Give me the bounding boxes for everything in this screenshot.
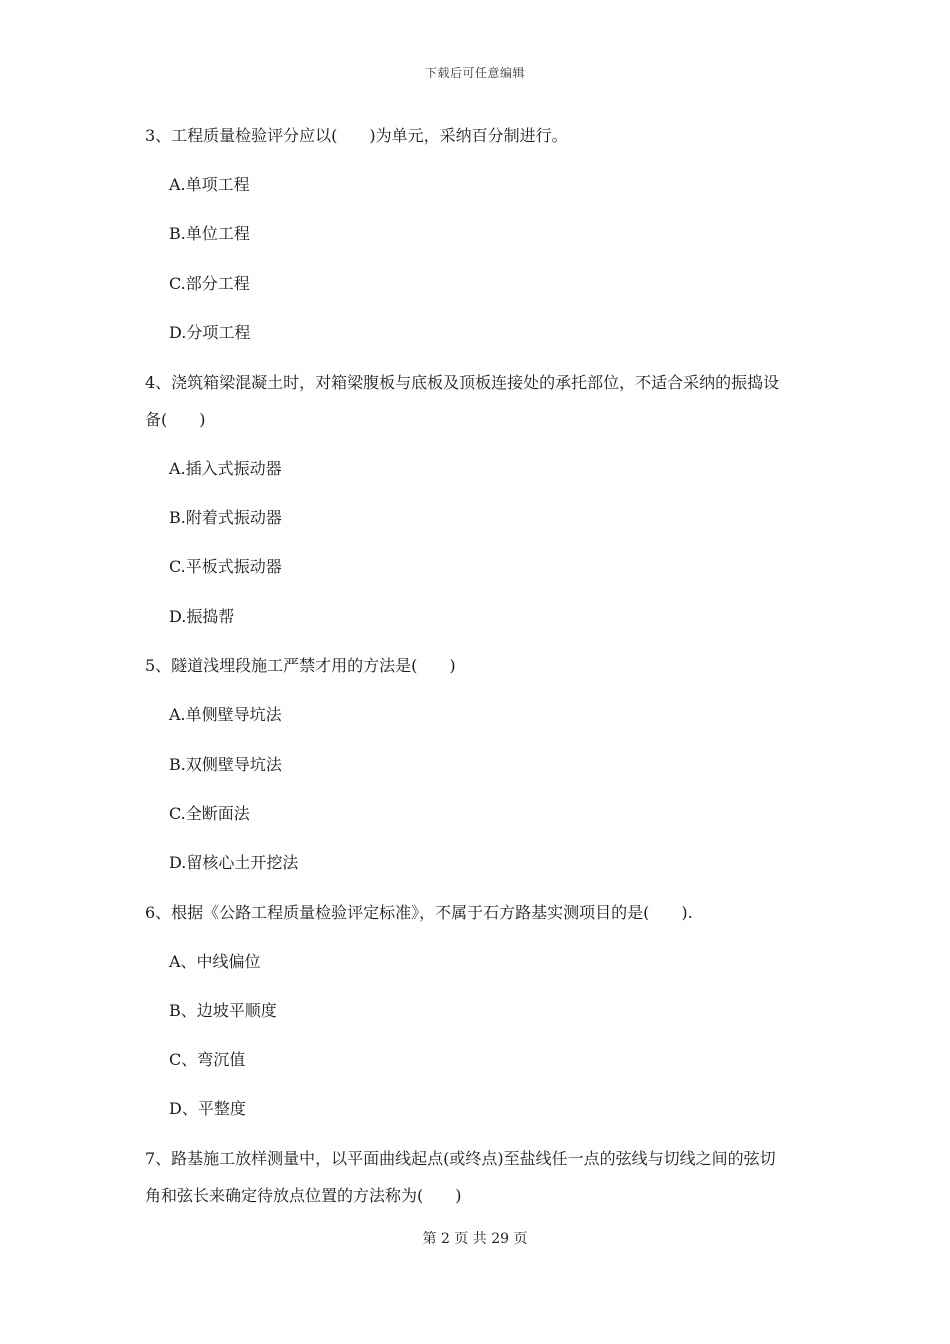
- question-4-option-c: C.平板式振动器: [169, 557, 282, 576]
- question-3-option-d: D.分项工程: [169, 323, 251, 342]
- question-6-option-b: B、边坡平顺度: [169, 1001, 277, 1020]
- question-6-option-c: C、弯沉值: [169, 1050, 246, 1069]
- question-3-stem: 3、工程质量检验评分应以( )为单元，采纳百分制进行。: [145, 126, 568, 145]
- question-5-option-c: C.全断面法: [169, 804, 250, 823]
- question-4-stem-line-1: 4、浇筑箱梁混凝土时，对箱梁腹板与底板及顶板连接处的承托部位，不适合采纳的振捣设: [145, 373, 780, 392]
- question-5-option-a: A.单侧壁导坑法: [169, 705, 282, 724]
- question-5-option-d: D.留核心土开挖法: [169, 853, 299, 872]
- question-7-stem-line-1: 7、路基施工放样测量中，以平面曲线起点(或终点)至盐线任一点的弦线与切线之间的弦切: [145, 1149, 776, 1168]
- question-4-option-a: A.插入式振动器: [169, 459, 282, 478]
- question-5-option-b: B.双侧壁导坑法: [169, 755, 282, 774]
- question-6-option-a: A、中线偏位: [169, 952, 261, 971]
- question-3-option-c: C.部分工程: [169, 274, 250, 293]
- question-4-stem-line-2: 备( ): [145, 410, 206, 429]
- page-header: 下载后可任意编辑: [424, 66, 525, 80]
- question-4-option-d: D.振捣帮: [169, 607, 235, 626]
- question-6-stem: 6、根据《公路工程质量检验评定标准》，不属于石方路基实测项目的是( ).: [145, 903, 693, 922]
- question-7-stem-line-2: 角和弦长来确定待放点位置的方法称为( ): [145, 1186, 462, 1205]
- question-3-option-a: A.单项工程: [169, 175, 250, 194]
- question-6-option-d: D、平整度: [169, 1099, 246, 1118]
- question-5-stem: 5、隧道浅埋段施工严禁才用的方法是( ): [145, 656, 456, 675]
- question-3-option-b: B.单位工程: [169, 224, 250, 243]
- question-4-option-b: B.附着式振动器: [169, 508, 282, 527]
- page-footer: 第 2 页 共 29 页: [422, 1231, 528, 1247]
